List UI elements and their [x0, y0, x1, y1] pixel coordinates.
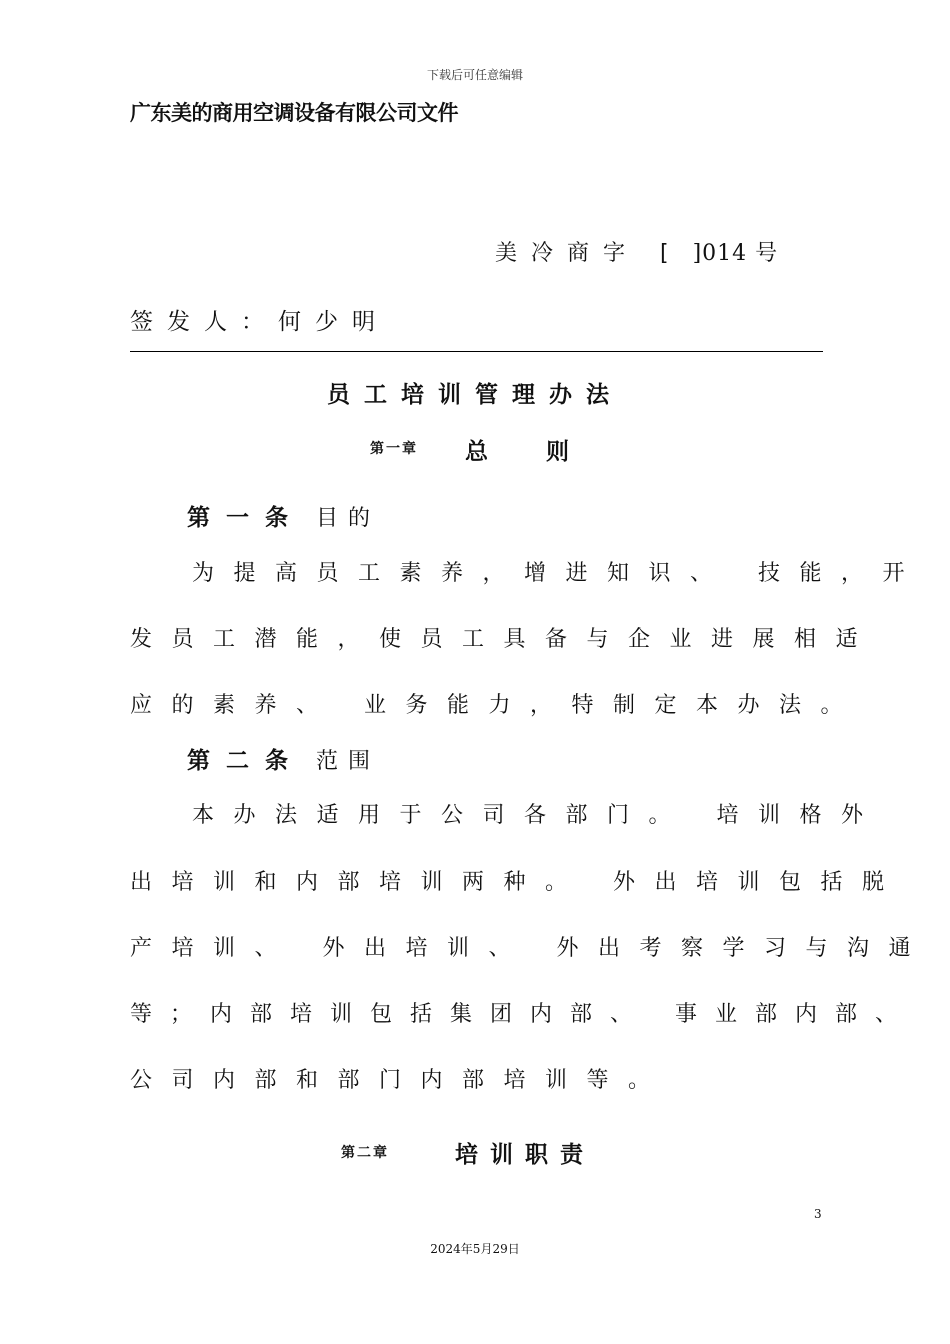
article1-line-2: 发员工潜能，使员工具备与企业进展相适	[130, 627, 878, 652]
company-header: 广东美的商用空调设备有限公司文件	[130, 101, 458, 125]
article2-title: 范围	[316, 749, 381, 774]
article2-line-2: 出培训和内部培训两种。 外出培训包括脱	[130, 870, 904, 895]
article1-line-3: 应的素养、 业务能力，特制定本办法。	[130, 693, 862, 718]
chapter2-title: 培训职责	[455, 1142, 595, 1168]
document-number-suffix: 号	[755, 241, 792, 266]
article1-heading	[187, 499, 380, 532]
article1-title: 目的	[316, 506, 381, 531]
chapter2-label: 第二章	[341, 1145, 389, 1161]
document-number-value: ]014	[692, 241, 748, 266]
article2-line-4: 等；内部培训包括集团内部、 事业部内部、	[130, 1002, 915, 1027]
article2-heading	[187, 742, 380, 775]
article1-label: 第一条	[187, 505, 304, 531]
header-note: 下载后可任意编辑	[426, 68, 523, 82]
article2-line-1: 本办法适用于公司各部门。 培训格外	[192, 803, 883, 828]
document-number	[495, 236, 791, 267]
chapter1-label: 第一章	[370, 441, 418, 457]
document-number-prefix: 美冷商字 [	[495, 241, 683, 266]
chapter1-title: 总 则	[465, 439, 573, 465]
signer: 签发人：何少明	[130, 309, 389, 335]
article2-line-3: 产培训、 外出培训、 外出考察学习与沟通	[130, 936, 930, 961]
article2-line-5: 公司内部和部门内部培训等。	[130, 1068, 670, 1093]
document-title: 员工培训管理办法	[327, 382, 623, 408]
header-divider	[130, 351, 823, 352]
chapter2-heading	[341, 1142, 389, 1162]
footer-date: 2024年5月29日	[430, 1242, 520, 1256]
article2-label: 第二条	[187, 748, 304, 774]
chapter1-heading	[370, 438, 418, 458]
page-number: 3	[814, 1207, 822, 1221]
article1-line-1: 为提高员工素养，增进知识、 技能，开	[192, 561, 924, 586]
